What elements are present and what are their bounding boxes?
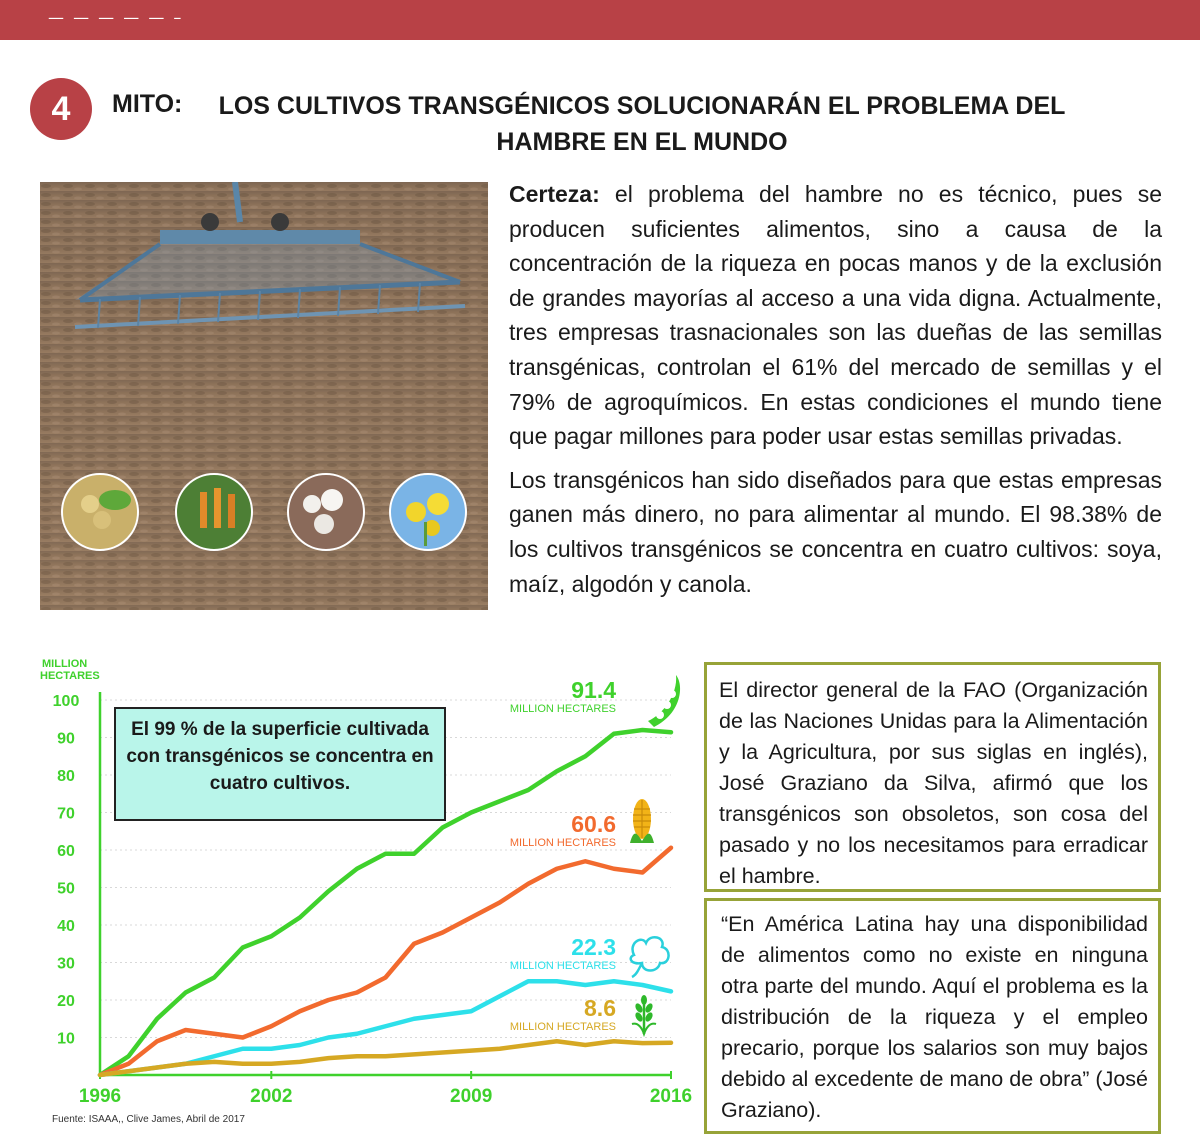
y-tick-label: 50 bbox=[57, 880, 75, 898]
corn-icon bbox=[630, 799, 654, 843]
y-tick-label: 30 bbox=[57, 955, 75, 973]
banner-dashes: — — — — — – bbox=[48, 8, 184, 27]
x-tick-label: 2016 bbox=[649, 1086, 693, 1107]
y-tick-label: 40 bbox=[57, 918, 75, 935]
chart-source: Fuente: ISAAA,, Clive James, Abril de 2017 bbox=[52, 1114, 245, 1125]
cotton-icon bbox=[631, 937, 669, 977]
body-text bbox=[509, 177, 1162, 601]
y-tick-label: 10 bbox=[57, 1030, 75, 1048]
y-tick-label: 90 bbox=[57, 730, 75, 748]
paragraph-certeza bbox=[509, 177, 1162, 454]
top-banner bbox=[0, 0, 1200, 40]
field-photo bbox=[40, 182, 488, 610]
canola-crop-photo bbox=[390, 474, 466, 550]
y-tick-label: 60 bbox=[57, 843, 75, 860]
myth-number-badge: 4 bbox=[30, 78, 92, 140]
y-tick-label: 20 bbox=[57, 993, 75, 1010]
y-tick-label: 100 bbox=[52, 693, 80, 710]
graziano-quote-text: “En América Latina hay una disponibilidad de alimentos como no existe en ninguna otra parte del mundo. Aquí el problema es la distribución de la riqueza y el empleo precario, porque los salarios son muy bajos debido al excedente de mano de obra” (José Graziano). bbox=[721, 912, 1148, 1122]
myth-title: LOS CULTIVOS TRANSGÉNICOS SOLUCIONARÁN EL PROBLEMA DEL HAMBRE EN EL MUNDO bbox=[218, 92, 1066, 156]
series-end-value-1: 91.4 bbox=[571, 677, 616, 703]
transgenic-area-chart bbox=[30, 650, 700, 1136]
x-tick-label: 1996 bbox=[78, 1086, 122, 1107]
x-tick-label: 2009 bbox=[450, 1086, 493, 1107]
certeza-label: Certeza: bbox=[509, 181, 600, 207]
paragraph-transgenicos: Los transgénicos han sido diseñados para que estas empresas ganen más dinero, no para alimentar al mundo. El 98.38% de los cultivos transgénicos se concentra en cuatro cultivos: soya, maíz, algodón y canola. bbox=[509, 466, 1162, 597]
series-end-value-4: 8.6 bbox=[584, 995, 616, 1021]
y-tick-label: 80 bbox=[57, 768, 75, 785]
corn-crop-photo bbox=[176, 474, 252, 550]
y-axis-title-line2: HECTARES bbox=[40, 670, 100, 682]
series-end-unit-4: MILLION HECTARES bbox=[509, 1021, 616, 1033]
chart-callout-text: El 99 % de la superficie cultivada con transgénicos se concentra en cuatro cultivos. bbox=[126, 719, 434, 794]
x-tick-label: 2002 bbox=[250, 1086, 293, 1107]
fao-quote-text: El director general de la FAO (Organización de las Naciones Unidas para la Alimentación y la Agricultura, por sus siglas en inglés), José Graziano da Silva, afirmó que los transgénicos son obsoletos, son cosa del pasado y no los necesitamos para erradicar el hambre. bbox=[719, 678, 1148, 888]
y-tick-label: 70 bbox=[57, 805, 75, 823]
cotton-crop-photo bbox=[288, 474, 364, 550]
wheat-icon bbox=[632, 995, 656, 1034]
series-end-unit-1: MILLION HECTARES bbox=[509, 703, 616, 715]
certeza-text: el problema del hambre no es técnico, pues se producen suficientes alimentos, sino a causa de la concentración de la riqueza en pocas manos y de la exclusión de grandes mayorías al acceso a una vida digna. Actualmente, tres empresas trasnacionales son las dueñas de las semillas transgénicas, controlan el 61% del mercado de semillas y el 79% de agroquímicos. En estas condiciones el mundo tiene que pagar millones para poder usar estas semillas privadas. bbox=[509, 181, 1162, 450]
series-end-value-3: 22.3 bbox=[571, 934, 616, 960]
series-end-unit-2: MILLION HECTARES bbox=[509, 837, 616, 849]
series-line-4 bbox=[100, 1041, 671, 1075]
series-end-unit-3: MILLION HECTARES bbox=[509, 960, 616, 972]
fao-quote-box bbox=[704, 662, 1161, 892]
pea-pod-icon bbox=[648, 675, 680, 727]
graziano-quote-box bbox=[704, 898, 1161, 1134]
series-end-value-2: 60.6 bbox=[571, 811, 616, 837]
soy-crop-photo bbox=[62, 474, 138, 550]
myth-label: MITO: bbox=[112, 90, 183, 118]
y-axis-title-line1: MILLION bbox=[42, 658, 88, 670]
